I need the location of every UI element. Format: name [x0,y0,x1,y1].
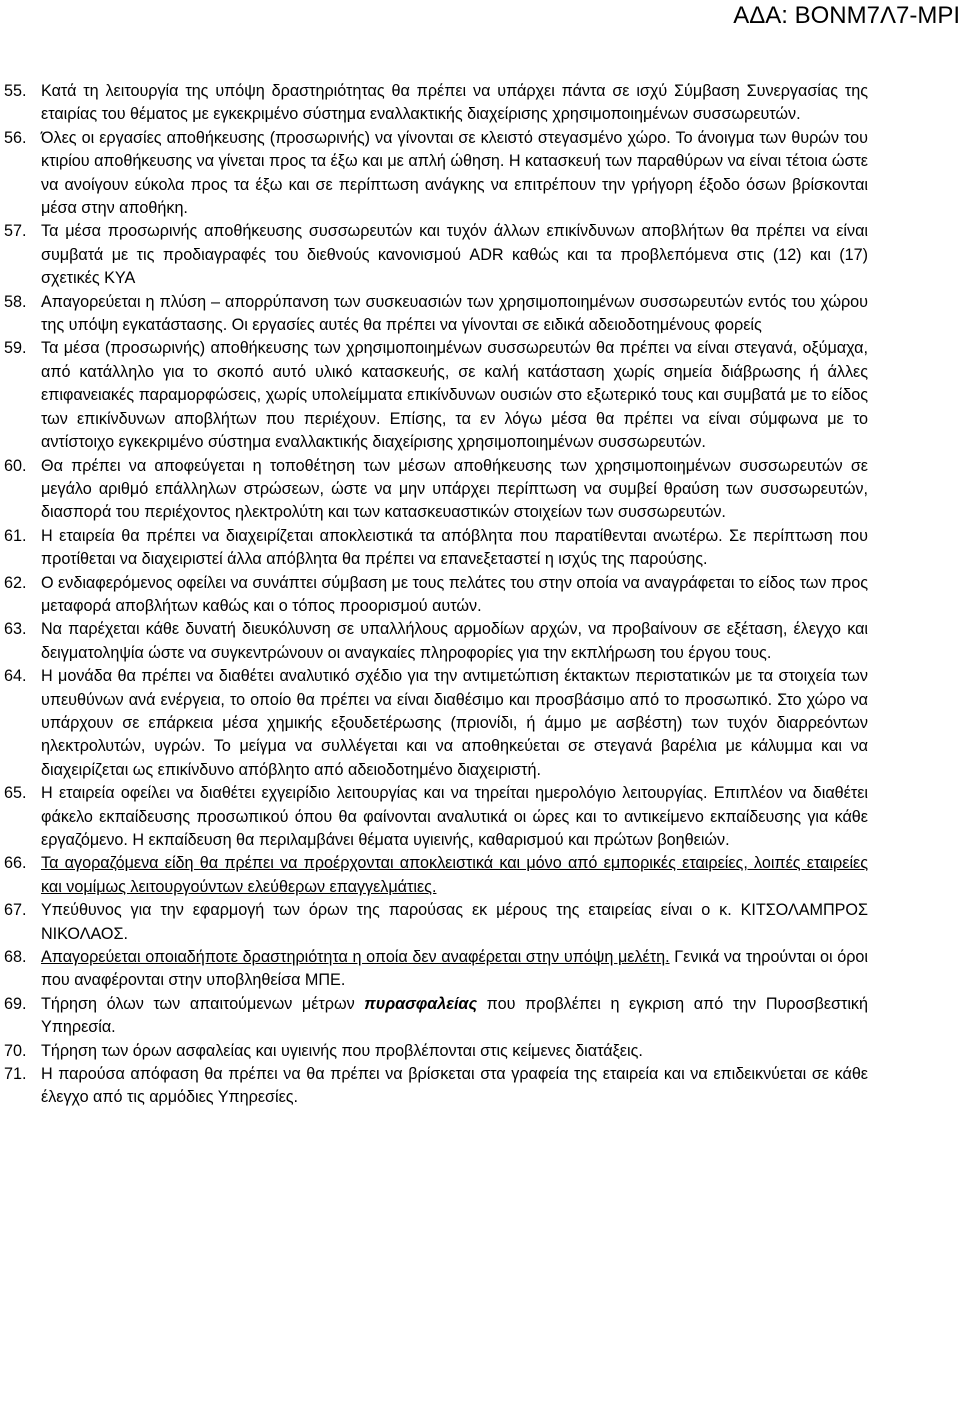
ada-code: ΑΔΑ: ΒΟΝΜ7Λ7-ΜΡΙ [733,2,960,29]
item-text-emphasis: πυρασφαλείας [364,994,478,1013]
item-text: Κατά τη λειτουργία της υπόψη δραστηριότητας θα πρέπει να υπάρχει πάντα σε ισχύ Σύμβαση Συνεργασίας της εταιρίας του θέματος με εγκεκριμένο σύστημα εναλλακτικής διαχείρισης χρησιμοποιημένων συσσωρευτών. [41,82,868,124]
list-item [4,455,868,525]
item-number: 63. [4,620,27,639]
item-number: 60. [4,456,27,475]
list-item [4,899,868,946]
list-item [4,1063,868,1110]
item-number: 56. [4,128,27,147]
list-item-underlined [4,852,868,899]
list-item [4,946,868,993]
item-number: 66. [4,854,27,873]
list-item [4,665,868,782]
item-number: 68. [4,948,27,967]
item-number: 61. [4,526,27,545]
item-number: 71. [4,1065,27,1084]
item-text: Η εταιρεία οφείλει να διαθέτει εχγειρίδιο λειτουργίας και να τηρείται ημερολόγιο λειτουργίας. Επιπλέον να διαθέτει φάκελο εκπαίδευσης προσωπικού όπου θα φαίνονται αναλυτικά οι ώρες και το αντικείμενο εκπαίδευσης για κάθε εργαζόμενο. Η εκπαίδευση θα περιλαμβάνει θέματα υγιεινής, καθαρισμού και πρώτων βοηθειών. [41,784,868,849]
item-text: Η εταιρεία θα πρέπει να διαχειρίζεται αποκλειστικά τα απόβλητα που παρατίθενται ανωτέρω. Σε περίπτωση που προτίθεται να διαχειριστεί άλλα απόβλητα θα πρέπει να επανεξεταστεί η ισχύς της παρούσης. [41,526,868,569]
item-text: Τήρηση όλων των απαιτούμενων μέτρων [41,994,365,1013]
item-text: Υπεύθυνος για την εφαρμογή των όρων της παρούσας εκ μέρους της εταιρείας είναι ο κ. ΚΙΤΣΟΛΑΜΠΡΟΣ ΝΙΚΟΛΑΟΣ. [41,901,868,943]
item-number: 58. [4,292,27,311]
item-text: Όλες οι εργασίες αποθήκευσης (προσωρινής) να γίνονται σε κλειστό στεγασμένο χώρο. Το άνοιγμα των θυρών του κτιρίου αποθήκευσης να γίνεται προς τα έξω και με απλή ώθηση. Η κατασκευή των παραθύρων να είναι τέτοια ώστε να ανοίγουν εύκολα προς τα έξω και σε περίπτωση ανάγκης να επιτρέπουν την γρήγορη έξοδο όσων βρίσκονται μέσα στην αποθήκη. [41,128,868,218]
list-item [4,127,868,221]
item-number: 65. [4,784,27,803]
item-number: 62. [4,573,27,592]
item-number: 70. [4,1041,27,1060]
list-item [4,572,868,619]
item-text: Θα πρέπει να αποφεύγεται η τοποθέτηση των μέσων αποθήκευσης των χρησιμοποιημένων συσσωρευτών σε μεγάλο αριθμό επάλληλων στρώσεων, ώστε να μην υπάρχει περίπτωση να συμβεί θραύση των συσσωρευτών, διασπορά του περιέχοντος ηλεκτρολύτη και των κατασκευαστικών στοιχείων των συσσωρευτών. [41,456,868,522]
item-text: Απαγορεύεται η πλύση – απορρύπανση των συσκευασιών των χρησιμοποιημένων συσσωρευτών εντός του χώρου της υπόψη εγκατάστασης. Οι εργασίες αυτές θα πρέπει να γίνονται σε ειδικά αδειοδοτημένους φορείς [41,292,868,335]
list-item [4,337,868,454]
item-text: Τήρηση των όρων ασφαλείας και υγιεινής που προβλέπονται στις κείμενες διατάξεις. [41,1041,643,1060]
item-number: 69. [4,994,27,1013]
document-body [4,80,868,1110]
list-item [4,80,868,127]
item-number: 67. [4,901,27,920]
list-item [4,993,868,1040]
item-text: Να παρέχεται κάθε δυνατή διευκόλυνση σε υπαλλήλους αρμοδίων αρχών, να προβαίνουν σε εξέταση, έλεγχο και δειγματοληψία ώστε να συγκεντρώνουν οι αναγκαίες πληροφορίες για την εκπλήρωση του έργου τους. [41,620,868,662]
item-text: Η παρούσα απόφαση θα πρέπει να θα πρέπει να βρίσκεται στα γραφεία της εταιρεία και να επιδεικνύεται σε κάθε έλεγχο από τις αρμόδιες Υπηρεσίες. [41,1065,868,1107]
item-text: που προβλέπει η εγκριση από την Πυροσβεστική Υπηρεσία. [41,994,868,1037]
item-number: 59. [4,339,27,358]
item-number: 55. [4,82,27,100]
list-item [4,782,868,852]
item-number: 57. [4,222,27,241]
list-item [4,291,868,338]
item-text: Τα μέσα (προσωρινής) αποθήκευσης των χρησιμοποιημένων συσσωρευτών θα πρέπει να είναι στεγανά, οξύμαχα, από κατάλληλο για το σκοπό αυτό υλικό κατασκευής, σε καλή κατάσταση χωρίς σημεία διάβρωσης ή άλλες επιφανειακές παραμορφώσεις, χωρίς υπολείμματα επικίνδυνων ουσιών στο εξωτερικό τους και συμβατά με το είδος των επικίνδυνων αποβλήτων που περιέχουν. Επίσης, τα εν λόγω μέσα θα πρέπει να είναι σύμφωνα με το αντίστοιχο εγκεκριμένο σύστημα εναλλακτικής διαχείρισης χρησιμοποιημένων συσσωρευτών. [41,339,868,452]
item-text: Η μονάδα θα πρέπει να διαθέτει αναλυτικό σχέδιο για την αντιμετώπιση έκτακτων περιστατικών με τα στοιχεία των υπευθύνων ανά ενέργεια, το οποίο θα πρέπει να είναι διαθέσιμο και προσβάσιμο από το προσωπικό. Στο χώρο να υπάρχουν σε επάρκεια μέσα χημικής εξουδετέρωσης (πριονίδι, ή άμμο με ασβέστη) των τυχόν διαρρεόντων ηλεκτρολυτών, υγρών. Το μείγμα να συλλέγεται και να αποθηκεύεται σε στεγανά βαρέλια με κάλυμμα και να διαχειρίζεται ως επικίνδυνο απόβλητο από αδειοδοτημένο διαχειριστή. [41,667,868,779]
item-number: 64. [4,667,27,686]
list-item [4,1040,868,1063]
list-item [4,220,868,290]
list-item [4,525,868,572]
item-text: Τα μέσα προσωρινής αποθήκευσης συσσωρευτών και τυχόν άλλων επικίνδυνων αποβλήτων θα πρέπει να είναι συμβατά με τις προδιαγραφές του διεθνούς κανονισμού ADR καθώς και τα προβλεπόμενα στις (12) και (17) σχετικές ΚΥΑ [41,222,868,288]
item-text: Γενικά να τηρούνται οι όροι που αναφέρονται στην υποβληθείσα ΜΠΕ. [41,948,868,990]
item-text-underlined: Απαγορεύεται οποιαδήποτε δραστηριότητα η οποία δεν αναφέρεται στην υπόψη μελέτη. [41,948,670,967]
list-item [4,618,868,665]
item-text: Τα αγοραζόμενα είδη θα πρέπει να προέρχονται αποκλειστικά και μόνο από εμπορικές εταιρείες, λοιπές εταιρείες και νομίμως λειτουργούντων ελεύθερων επαγγελμάτιες. [41,854,868,896]
item-text: Ο ενδιαφερόμενος οφείλει να συνάπτει σύμβαση με τους πελάτες του στην οποία να αναγράφεται το είδος των προς μεταφορά αποβλήτων καθώς και ο τόπος προορισμού αυτών. [41,573,868,615]
